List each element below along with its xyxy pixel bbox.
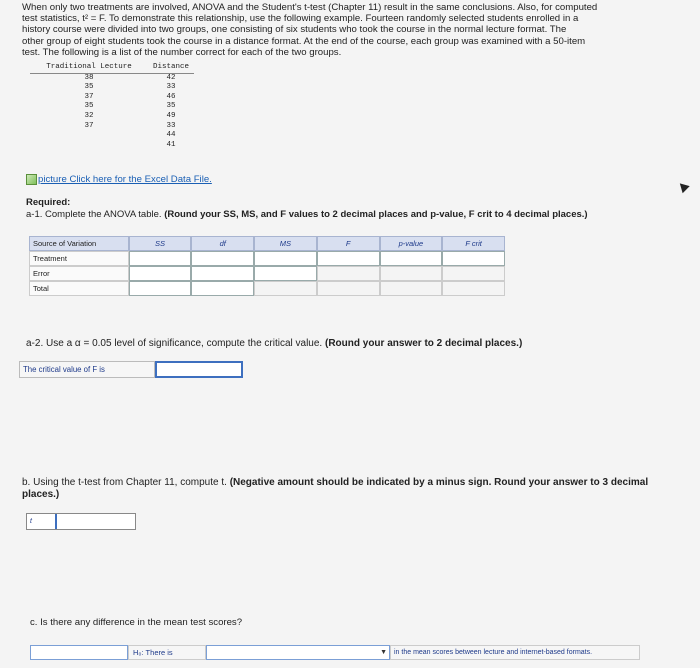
- error-p-blank: [380, 266, 443, 281]
- conclusion-tail-text: in the mean scores between lecture and internet-based formats.: [390, 645, 640, 660]
- header-source: Source of Variation: [29, 236, 129, 251]
- anova-row-treatment: [29, 251, 505, 266]
- mouse-cursor-icon: [676, 180, 689, 193]
- total-f-blank: [317, 281, 380, 296]
- chevron-down-icon: ▼: [380, 649, 387, 656]
- b-instructions: (Negative amount should be indicated by a minus sign. Round your answer to 3 decimal places.): [22, 477, 649, 500]
- anova-row-total: [29, 281, 505, 296]
- critical-value-label: The critical value of F is: [19, 361, 155, 378]
- header-traditional: Traditional Lecture: [30, 63, 148, 73]
- treatment-ss-input[interactable]: [129, 251, 192, 266]
- t-statistic-input[interactable]: [57, 514, 135, 529]
- question-c: c. Is there any difference in the mean test scores?: [30, 617, 243, 628]
- table-row: 35 33: [84, 83, 176, 92]
- header-ms: MS: [254, 236, 317, 251]
- score-data-table: [30, 63, 194, 150]
- decision-select[interactable]: [30, 645, 128, 660]
- required-heading: Required:: [26, 197, 71, 208]
- t-statistic-field: [26, 513, 136, 530]
- picture-icon: [26, 174, 37, 185]
- treatment-f-crit-input[interactable]: [442, 251, 505, 266]
- excel-data-link[interactable]: [26, 174, 212, 185]
- a1-text: a-1. Complete the ANOVA table.: [26, 209, 165, 220]
- row-label-error: Error: [29, 266, 129, 281]
- total-p-blank: [380, 281, 443, 296]
- question-a1: [26, 209, 588, 220]
- treatment-df-input[interactable]: [191, 251, 254, 266]
- a1-instructions: (Round your SS, MS, and F values to 2 decimal places and p-value, F crit to 4 decimal places.): [164, 209, 588, 220]
- table-row: 38 42: [84, 73, 176, 82]
- anova-table: [29, 236, 505, 296]
- table-row: 41: [166, 140, 176, 149]
- table-row: 35 35: [84, 102, 176, 111]
- error-f-blank: [317, 266, 380, 281]
- critical-value-input[interactable]: [155, 361, 243, 378]
- error-ms-input[interactable]: [254, 266, 317, 281]
- intro-line-5: test. The following is a list of the number correct for each of the two groups.: [22, 46, 342, 58]
- header-p-value: p-value: [380, 236, 443, 251]
- error-ss-input[interactable]: [129, 266, 192, 281]
- a2-text: a-2. Use a α = 0.05 level of significance, compute the critical value.: [26, 338, 325, 349]
- question-a2: [26, 338, 522, 349]
- question-b: [22, 477, 662, 501]
- table-row: 32 49: [84, 111, 176, 120]
- treatment-f-input[interactable]: [317, 251, 380, 266]
- table-row: 37 46: [84, 92, 176, 101]
- intro-line-4: other group of eight students took the course in a distance format. At the end of the course, each group was examined with a 50-item: [22, 35, 586, 47]
- b-text: b. Using the t-test from Chapter 11, compute t.: [22, 477, 230, 488]
- header-df: df: [191, 236, 254, 251]
- excel-link-text: picture Click here for the Excel Data File.: [38, 174, 212, 185]
- intro-line-3: history course were divided into two groups, one consisting of six students who took the course in the normal lecture format. The: [22, 24, 567, 36]
- total-ss-input[interactable]: [129, 281, 192, 296]
- intro-line-1: When only two treatments are involved, ANOVA and the Student's t-test (Chapter 11) result in the same conclusions. Also, for computed: [22, 2, 598, 13]
- row-label-treatment: Treatment: [29, 251, 129, 266]
- table-row: 44: [166, 131, 176, 140]
- row-label-total: Total: [29, 281, 129, 296]
- h0-label: H₀: There is: [128, 645, 206, 660]
- header-f: F: [317, 236, 380, 251]
- anova-header-row: [29, 236, 505, 251]
- treatment-p-value-input[interactable]: [380, 251, 443, 266]
- header-ss: SS: [129, 236, 192, 251]
- header-distance: Distance: [148, 63, 194, 73]
- t-label: t: [27, 514, 57, 529]
- a2-instructions: (Round your answer to 2 decimal places.): [325, 338, 523, 349]
- header-f-crit: F crit: [442, 236, 505, 251]
- treatment-ms-input[interactable]: [254, 251, 317, 266]
- anova-row-error: [29, 266, 505, 281]
- problem-intro: [22, 2, 672, 58]
- table-row: 37 33: [84, 121, 176, 130]
- error-df-input[interactable]: [191, 266, 254, 281]
- error-fcrit-blank: [442, 266, 505, 281]
- total-fcrit-blank: [442, 281, 505, 296]
- total-df-input[interactable]: [191, 281, 254, 296]
- difference-select[interactable]: [206, 645, 390, 660]
- intro-line-2: test statistics, t² = F. To demonstrate this relationship, use the following example. Fourteen randomly selected students enrolled in a: [22, 13, 579, 25]
- total-ms-blank: [254, 281, 317, 296]
